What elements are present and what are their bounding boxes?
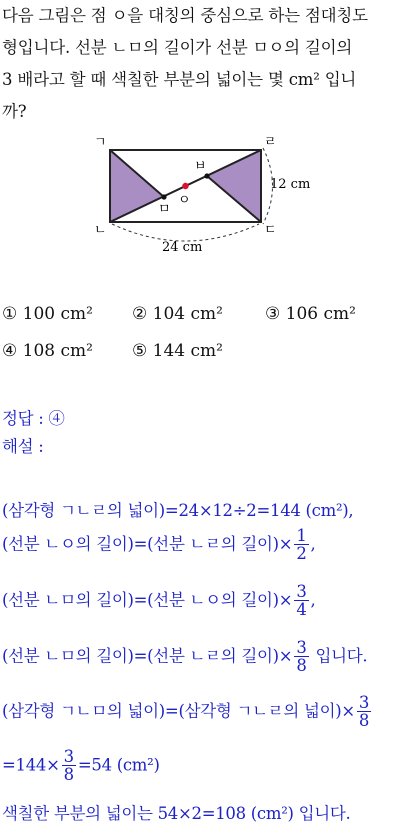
label-b: ㅂ	[194, 159, 207, 174]
fraction-numerator: 3	[296, 582, 307, 601]
explanation-line-1: (삼각형 ㄱㄴㄹ의 넓이)=24×12÷2=144 (cm²),	[2, 501, 354, 520]
width-dimension-arc	[112, 224, 259, 241]
choice-5-number: ⑤	[132, 341, 148, 361]
fraction-numerator: 3	[296, 638, 307, 657]
explanation-line-2	[2, 527, 315, 563]
choice-3-value: 106 cm²	[285, 304, 356, 324]
label-r: ㄹ	[264, 135, 277, 150]
explanation-line-6-text: =144×	[2, 755, 60, 775]
explanation-line-4-text: (선분 ㄴㅁ의 길이)=(선분 ㄴㄹ의 길이)×	[2, 646, 293, 666]
explanation-line-6-tail: =54 (cm²)	[77, 755, 160, 775]
choice-3-number: ③	[265, 304, 281, 324]
question-line-4: 까?	[2, 102, 27, 121]
label-d: ㄷ	[264, 223, 277, 238]
height-label: 12 cm	[270, 177, 311, 192]
fraction-numerator: 3	[358, 693, 370, 712]
choice-2-value: 104 cm²	[152, 304, 223, 324]
symmetry-figure	[80, 130, 320, 255]
question-line-3: 3 배라고 할 때 색칠한 부분의 넓이는 몇 cm² 입니	[2, 70, 357, 89]
explanation-line-3	[2, 583, 315, 619]
shaded-triangle-right	[207, 150, 261, 222]
choice-2-number: ②	[132, 304, 148, 324]
fraction-1-2	[294, 527, 308, 563]
choice-1-value: 100 cm²	[22, 304, 93, 324]
fraction-denominator: 2	[296, 544, 307, 564]
explanation-line-6	[2, 748, 160, 784]
fraction-denominator: 8	[63, 765, 74, 785]
answer-label: 정답 : ④	[2, 409, 65, 428]
fraction-numerator: 1	[296, 526, 307, 545]
explanation-line-7: 색칠한 부분의 넓이는 54×2=108 (cm²) 입니다.	[2, 804, 351, 823]
fraction-3-4	[294, 583, 308, 619]
point-m	[161, 194, 166, 199]
choice-3[interactable]	[265, 304, 356, 324]
choice-5-value: 144 cm²	[152, 341, 223, 361]
explanation-line-5-text: (삼각형 ㄱㄴㅁ의 넓이)=(삼각형 ㄱㄴㄹ의 넓이)×	[2, 701, 355, 721]
explanation-label: 해설 :	[2, 437, 44, 456]
fraction-numerator: 3	[63, 747, 74, 766]
explanation-line-2-text: (선분 ㄴㅇ의 길이)=(선분 ㄴㄹ의 길이)×	[2, 534, 293, 554]
center-point-o	[182, 183, 188, 189]
explanation-line-2-tail: ,	[310, 534, 316, 554]
choice-2[interactable]	[132, 304, 223, 324]
explanation-line-3-tail: ,	[310, 590, 316, 610]
question-line-1: 다음 그림은 점 ㅇ을 대칭의 중심으로 하는 점대칭도	[2, 6, 368, 25]
explanation-line-4-tail: 입니다.	[310, 646, 368, 666]
choice-4[interactable]	[2, 341, 93, 361]
fraction-3-8	[62, 748, 76, 784]
fraction-denominator: 4	[296, 600, 307, 620]
label-o: ㅇ	[178, 193, 191, 208]
choice-4-value: 108 cm²	[22, 341, 93, 361]
fraction-3-8	[294, 639, 308, 675]
choice-4-number: ④	[2, 341, 18, 361]
choice-5[interactable]	[132, 341, 223, 361]
width-label: 24 cm	[162, 240, 203, 255]
fraction-denominator: 8	[296, 656, 307, 676]
label-m: ㅁ	[158, 202, 171, 217]
point-b	[204, 173, 209, 178]
label-g: ㄱ	[94, 135, 107, 150]
choice-1-number: ①	[2, 304, 18, 324]
explanation-line-4	[2, 639, 367, 675]
fraction-3-8	[357, 694, 371, 730]
explanation-line-3-text: (선분 ㄴㅁ의 길이)=(선분 ㄴㅇ의 길이)×	[2, 590, 293, 610]
label-n: ㄴ	[94, 223, 107, 238]
fraction-denominator: 8	[358, 711, 370, 731]
question-line-2: 형입니다. 선분 ㄴㅁ의 길이가 선분 ㅁㅇ의 길이의	[2, 38, 353, 57]
choice-1[interactable]	[2, 304, 93, 324]
explanation-line-5	[2, 694, 373, 730]
shaded-triangle-left	[110, 150, 164, 222]
